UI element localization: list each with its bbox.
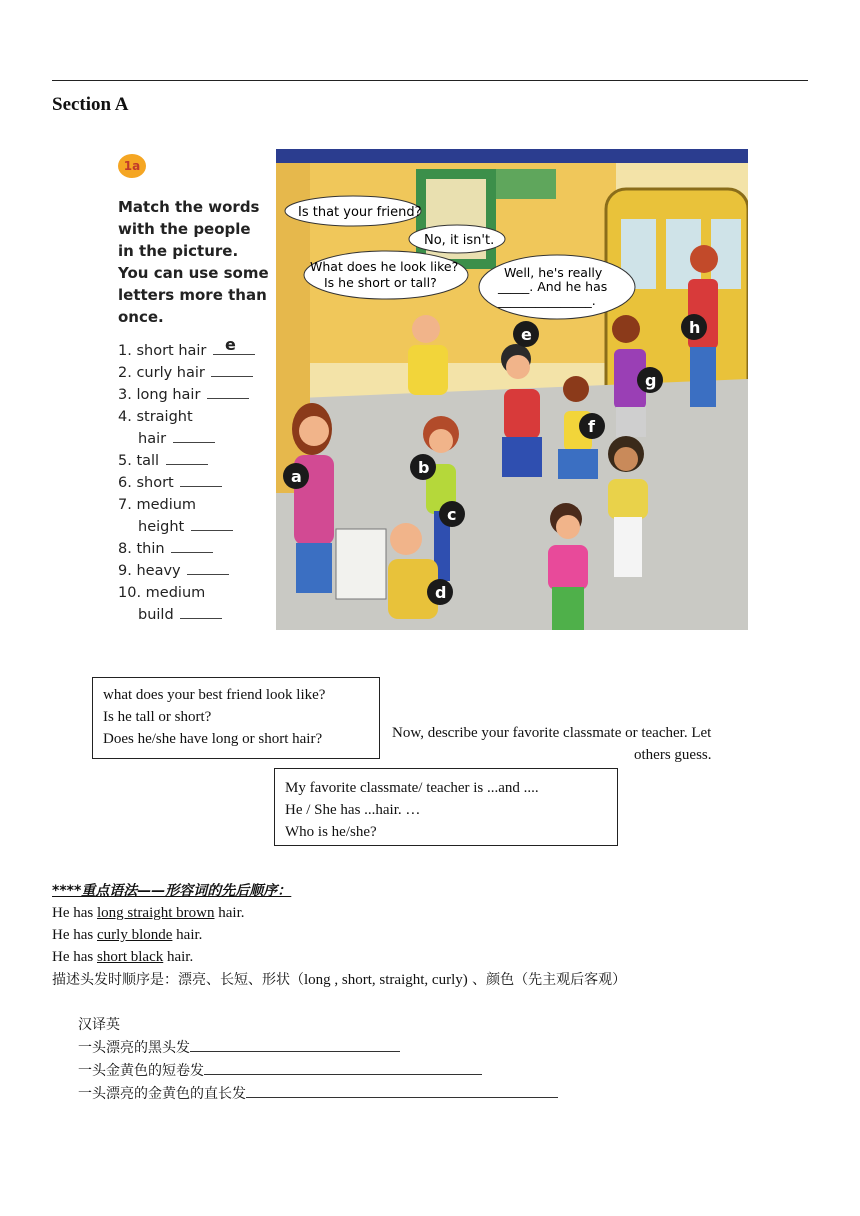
match-list: [118, 335, 272, 626]
answer-blank[interactable]: [213, 335, 255, 355]
template-box: [274, 768, 618, 846]
question-line: what does your best friend look like?: [103, 687, 326, 703]
translation-item: 一头金黄色的短卷发: [78, 1060, 558, 1083]
answer-text: e: [225, 335, 236, 354]
person-label-a: a: [291, 467, 302, 486]
match-item-cont: height: [118, 516, 272, 538]
question-line: Is he tall or short?: [103, 709, 212, 725]
bubble-text: No, it isn't.: [424, 233, 495, 248]
bubble-text: Is he short or tall?: [324, 275, 437, 290]
exercise-badge: 1a: [118, 154, 146, 178]
answer-line[interactable]: [190, 1037, 400, 1052]
match-item: 1. short hair e: [118, 340, 272, 362]
person-label-c: c: [447, 505, 457, 524]
match-item: 6. short: [118, 472, 272, 494]
person-label-h: h: [689, 318, 701, 337]
person-label-f: f: [588, 417, 595, 436]
question-line: Does he/she have long or short hair?: [103, 731, 323, 747]
match-item: 7. medium: [118, 497, 197, 513]
match-item: 5. tall: [118, 450, 272, 472]
person-label-e: e: [521, 325, 532, 344]
answer-line[interactable]: [204, 1060, 482, 1075]
describe-instruction: Now, describe your favorite classmate or teacher. Let others guess.: [392, 725, 712, 763]
grammar-example: He has long straight brown hair.: [52, 905, 245, 921]
person-a: [292, 403, 334, 593]
person-label-g: g: [645, 371, 657, 390]
answer-blank[interactable]: [187, 560, 229, 575]
match-item: 9. heavy: [118, 560, 272, 582]
grammar-example: He has curly blonde hair.: [52, 927, 203, 943]
grammar-example: He has short black hair.: [52, 949, 194, 965]
translation-section: [78, 1014, 558, 1106]
person-label-d: d: [435, 583, 447, 602]
street-scene-illustration: [276, 149, 748, 630]
answer-line[interactable]: [246, 1083, 558, 1098]
top-rule: [52, 80, 808, 81]
template-line: He / She has ...hair. …: [285, 802, 421, 818]
grammar-rule: 描述头发时顺序是：漂亮、长短、形状（long , short, straight, curly) 、颜色（先主观后客观）: [52, 972, 627, 988]
answer-blank[interactable]: [180, 472, 222, 487]
answer-blank[interactable]: [180, 604, 222, 619]
match-item: 10. medium: [118, 585, 206, 601]
bubble-text: _____. And he has: [498, 279, 608, 294]
answer-blank[interactable]: [207, 384, 249, 399]
answer-blank[interactable]: [173, 428, 215, 443]
match-item: 2. curly hair: [118, 362, 272, 384]
person-label-b: b: [418, 458, 430, 477]
match-item-cont: hair: [118, 428, 272, 450]
translation-item: 一头漂亮的金黄色的直长发: [78, 1083, 558, 1106]
match-item-cont: build: [118, 604, 272, 626]
answer-blank[interactable]: [211, 362, 253, 377]
answer-blank[interactable]: [171, 538, 213, 553]
answer-blank[interactable]: [166, 450, 208, 465]
bubble-text: Is that your friend?: [298, 205, 422, 220]
question-box: [92, 677, 380, 759]
bubble-text: What does he look like?: [310, 259, 459, 274]
translation-item: 一头漂亮的黑头发: [78, 1037, 558, 1060]
answer-blank[interactable]: [191, 516, 233, 531]
translation-heading: 汉译英: [78, 1017, 120, 1033]
section-title: Section A: [52, 94, 129, 115]
person-girl-right: [608, 436, 648, 577]
exercise-instruction: Match the words with the people in the picture. You can use some letters more than once.: [118, 198, 269, 326]
match-item: 8. thin: [118, 538, 272, 560]
template-line: Who is he/she?: [285, 824, 377, 840]
bubble-text: Well, he's really: [504, 265, 603, 280]
match-item: 3. long hair: [118, 384, 272, 406]
bubble-text: _______________.: [498, 293, 596, 308]
match-item: 4. straight: [118, 409, 193, 425]
template-line: My favorite classmate/ teacher is ...and ....: [285, 780, 539, 796]
grammar-title: ****重点语法——形容词的先后顺序：: [52, 883, 292, 899]
